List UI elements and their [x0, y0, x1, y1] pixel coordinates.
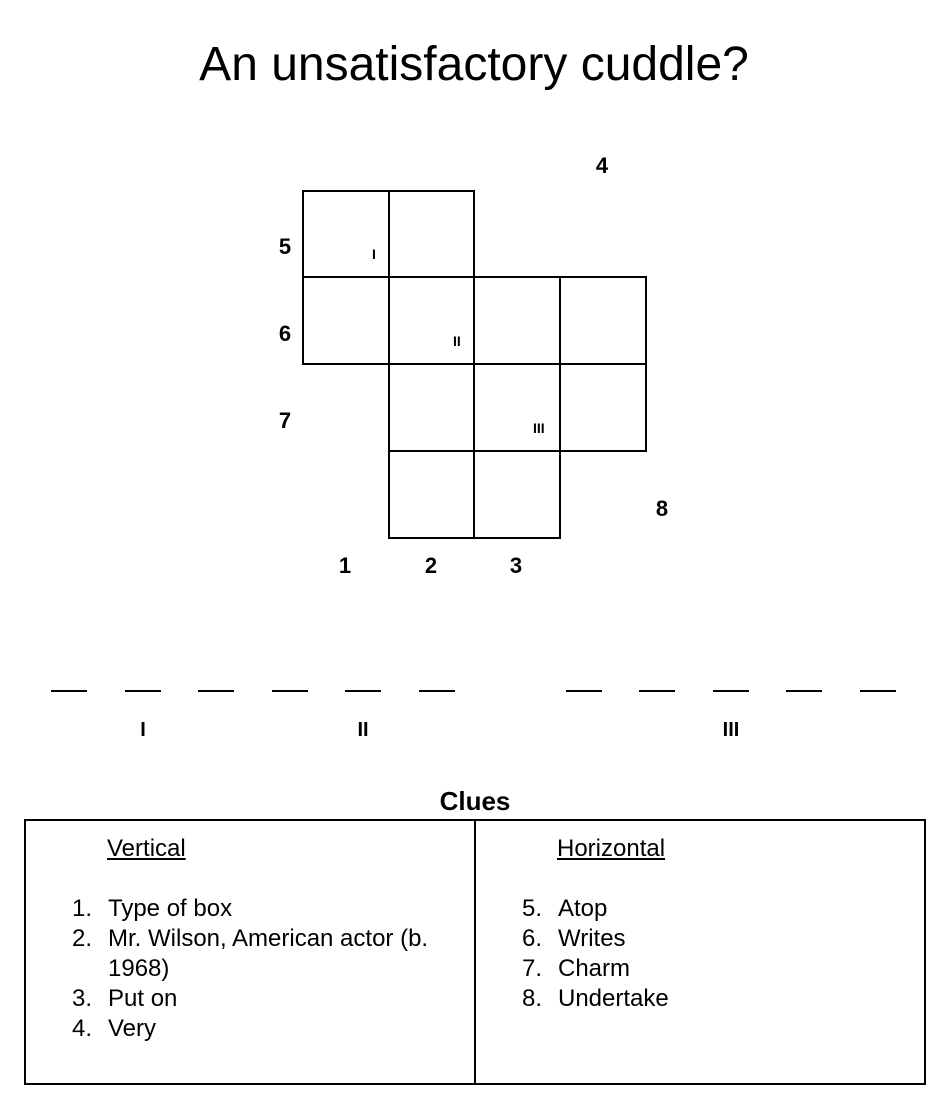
clue-item	[522, 894, 892, 924]
clue-index: 2.	[72, 925, 93, 952]
answer-blank[interactable]	[272, 678, 308, 692]
clue-item	[522, 924, 892, 954]
answer-blank[interactable]	[639, 678, 675, 692]
clue-index: 3.	[72, 985, 93, 1012]
grid-cell-r4c3[interactable]	[474, 451, 560, 537]
clue-number-7: 7	[278, 408, 292, 433]
clue-item	[72, 924, 442, 984]
clue-text: Put on	[108, 985, 178, 1012]
clues-table	[24, 819, 926, 1085]
clue-number-1: 1	[338, 553, 352, 578]
clue-item	[72, 1014, 442, 1044]
grid-cell-r3c3[interactable]	[474, 364, 560, 450]
grid-cell-r3c4[interactable]	[560, 364, 646, 450]
slot-label-III: III	[722, 719, 740, 741]
slot-label-I: I	[140, 719, 146, 741]
answer-blank[interactable]	[345, 678, 381, 692]
slot-label-II: II	[357, 719, 369, 741]
clue-number-2: 2	[424, 553, 438, 578]
answer-blank[interactable]	[51, 678, 87, 692]
vertical-heading: Vertical	[107, 835, 186, 862]
clue-index: 7.	[522, 955, 543, 982]
answer-blank[interactable]	[713, 678, 749, 692]
grid-cell-r2c1[interactable]	[303, 277, 389, 363]
answer-blank[interactable]	[198, 678, 234, 692]
answer-blank[interactable]	[860, 678, 896, 692]
clue-index: 5.	[522, 895, 543, 922]
cell-mark-II: II	[453, 333, 461, 349]
grid-cell-r1c1[interactable]	[303, 191, 389, 277]
answer-blank[interactable]	[786, 678, 822, 692]
grid-cell-r3c2[interactable]	[389, 364, 475, 450]
clue-text: Charm	[558, 955, 631, 982]
clue-text: Very	[108, 1015, 157, 1042]
puzzle-title: An unsatisfactory cuddle?	[199, 38, 749, 91]
answer-blank[interactable]	[419, 678, 455, 692]
clue-number-3: 3	[509, 553, 523, 578]
clue-item	[72, 984, 442, 1014]
horizontal-heading: Horizontal	[557, 835, 666, 862]
clue-number-8: 8	[655, 496, 669, 521]
clue-item	[72, 894, 442, 924]
clue-item	[522, 954, 892, 984]
clue-number-6: 6	[278, 321, 292, 346]
clue-number-5: 5	[278, 234, 292, 259]
clue-index: 6.	[522, 925, 543, 952]
grid-cell-r2c3[interactable]	[474, 277, 560, 363]
horizontal-clues-column	[474, 821, 924, 1083]
horizontal-clue-list	[522, 894, 892, 1014]
clues-heading: Clues	[439, 786, 511, 816]
answer-blank[interactable]	[125, 678, 161, 692]
grid-cell-r2c2[interactable]	[389, 277, 475, 363]
clue-index: 8.	[522, 985, 543, 1012]
grid-cell-r2c4[interactable]	[560, 277, 646, 363]
cell-mark-III: III	[533, 420, 545, 436]
clue-text: Type of box	[108, 895, 233, 922]
clue-text: Undertake	[558, 985, 669, 1012]
cell-mark-I: I	[372, 246, 376, 262]
grid-cell-r1c2[interactable]	[389, 191, 475, 277]
vertical-clue-list	[72, 894, 442, 1044]
clue-text: Mr. Wilson, American actor (b. 1968)	[108, 925, 429, 982]
answer-blank[interactable]	[566, 678, 602, 692]
clue-index: 4.	[72, 1015, 93, 1042]
clue-text: Writes	[558, 925, 626, 952]
grid-cell-r4c2[interactable]	[389, 451, 475, 537]
clue-text: Atop	[558, 895, 608, 922]
clue-index: 1.	[72, 895, 93, 922]
vertical-clues-column	[26, 821, 474, 1083]
clue-number-4: 4	[595, 153, 609, 178]
clue-item	[522, 984, 892, 1014]
